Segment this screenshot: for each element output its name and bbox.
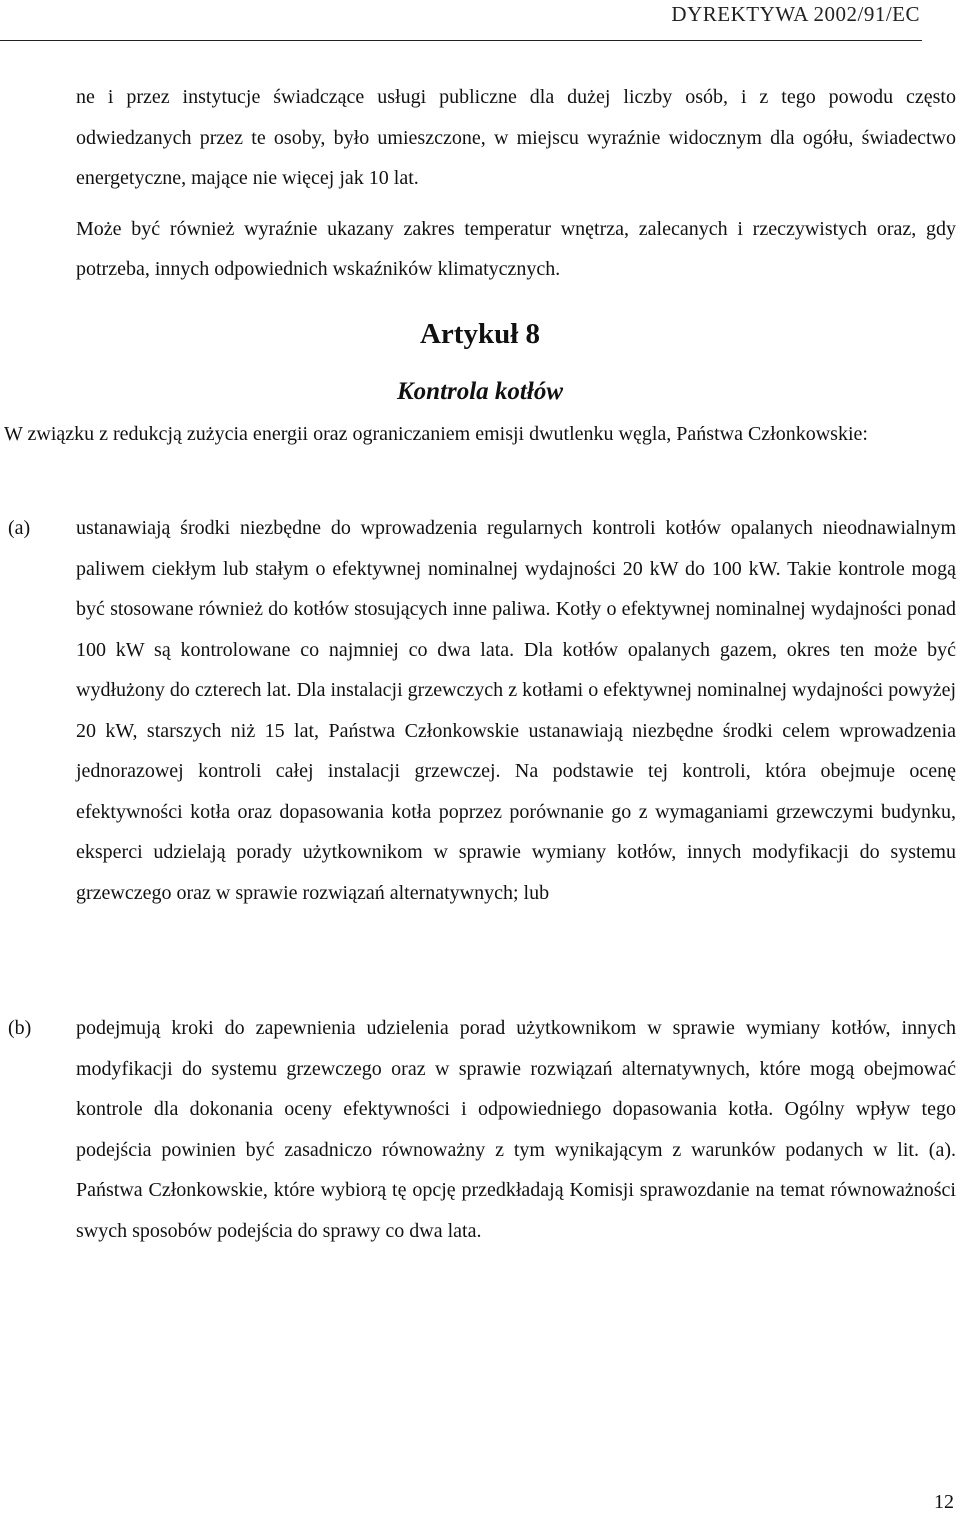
list-item-label: (a): [8, 517, 31, 539]
header-divider: [0, 40, 922, 41]
list-item-text: podejmują kroki do zapewnienia udzielenia porad użytkownikom w sprawie wymiany kotłów, innych modyfikacji do systemu grzewczego oraz w sprawie rozwiązań alternatywnych, które mogą obejmować kontrole dla dokonania oceny efektywności i odpowiedniego dopasowania kotła. Ogólny wpływ tego podejścia powinien być zasadniczo równoważny z tym wynikającym z warunków podanych w lit. (a). Państwa Członkowskie, które wybiorą tę opcję przedkładają Komisji sprawozdanie na temat równoważności swych sposobów podejścia do sprawy co dwa lata.: [76, 1017, 956, 1242]
article-subtitle: Kontrola kotłów: [396, 378, 563, 405]
paragraph-continued: ne i przez instytucje świadczące usługi publiczne dla dużej liczby osób, i z tego powodu często odwiedzanych przez te osoby, było umieszczone, w miejscu wyraźnie widocznym dla ogółu, świadectwo energetyczne, mające nie więcej jak 10 lat.: [76, 86, 956, 189]
list-item-label: (b): [8, 1017, 32, 1039]
article-intro: W związku z redukcją zużycia energii oraz ograniczaniem emisji dwutlenku węgla, Państwa Członkowskie:: [4, 423, 868, 445]
page-number: 12: [934, 1491, 954, 1513]
document-header-title: DYREKTYWA 2002/91/EC: [671, 2, 920, 26]
list-item-text: ustanawiają środki niezbędne do wprowadzenia regularnych kontroli kotłów opalanych nieodnawialnym paliwem ciekłym lub stałym o efektywnej nominalnej wydajności 20 kW do 100 kW. Takie kontrole mogą być stosowane również do kotłów stosujących inne paliwa. Kotły o efektywnej nominalnej wydajności ponad 100 kW są kontrolowane co najmniej co dwa lata. Dla kotłów opalanych gazem, okres ten może być wydłużony do czterech lat. Dla instalacji grzewczych z kotłami o efektywnej nominalnej wydajności powyżej 20 kW, starszych niż 15 lat, Państwa Członkowskie ustanawiają niezbędne środki celem wprowadzenia jednorazowej kontroli całej instalacji grzewczej. Na podstawie tej kontroli, która obejmuje ocenę efektywności kotła oraz dopasowania kotła poprzez porównanie go z wymaganiami grzewczymi budynku, eksperci udzielają porady użytkownikom w sprawie wymiany kotłów, innych modyfikacji do systemu grzewczego oraz w sprawie rozwiązań alternatywnych; lub: [76, 517, 956, 904]
paragraph-climate-indicators: Może być również wyraźnie ukazany zakres temperatur wnętrza, zalecanych i rzeczywistych oraz, gdy potrzeba, innych odpowiednich wskaźników klimatycznych.: [76, 217, 956, 280]
continued-text-block: [76, 77, 956, 290]
paragraph-gap: [76, 199, 956, 209]
article-title: Artykuł 8: [419, 318, 541, 350]
